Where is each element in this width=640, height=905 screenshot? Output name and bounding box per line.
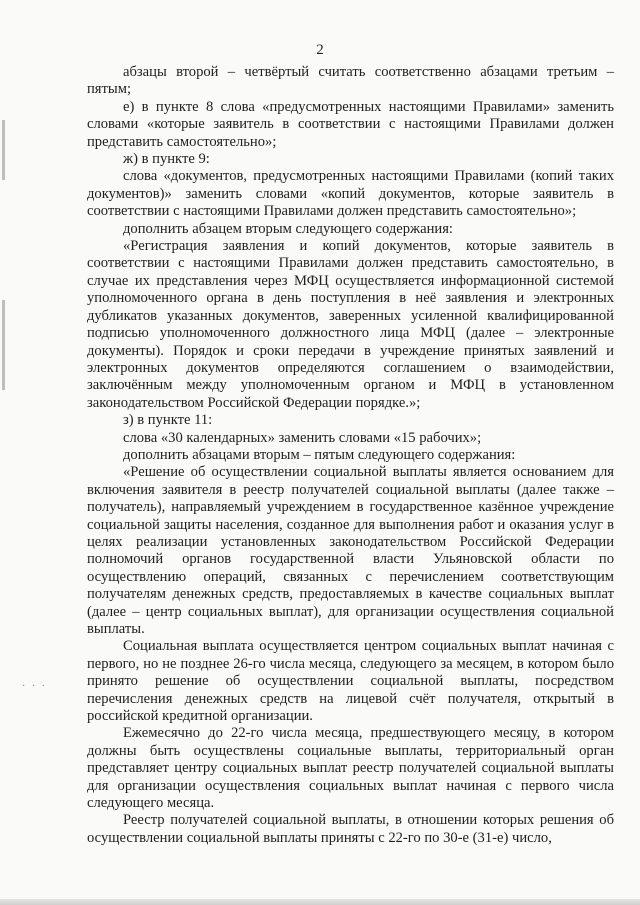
paragraph: слова «документов, предусмотренных настоящими Правилами (копий таких документов)» заменить словами «копий документов, которые заявитель в соответствии с настоящими Правилами должен представить самостоятельно»; — [87, 168, 614, 220]
paragraph: ж) в пункте 9: — [123, 151, 210, 168]
scan-margin-mark — [2, 300, 5, 390]
paragraph: Реестр получателей социальной выплаты, в отношении которых решения об осуществлении социальной выплаты приняты с 22-го по 30-е (31-е) число, — [87, 812, 614, 846]
paragraph: з) в пункте 11: — [123, 412, 213, 429]
paragraph: «Решение об осуществлении социальной выплаты является основанием для включения заявителя в реестр получателей социальной выплаты (далее также – получатель), направляемый учреждением в государственное казённое учреждение социальной защиты населения, созданное для выполнения работ и оказания услуг в целях реализации установленных законодательством Российской Федерации полномочий органов государственной власти Ульяновской области по осуществлению операций, связанных с перечислением соответствующим получателям денежных средств, предоставляемых в качестве социальных выплат (далее – центр социальных выплат), для организации осуществления социальной выплаты. — [87, 464, 614, 637]
scan-bottom-edge — [0, 899, 640, 905]
scan-margin-mark — [2, 120, 5, 180]
paragraph: слова «30 календарных» заменить словами «15 рабочих»; — [123, 429, 482, 446]
paragraph: Социальная выплата осуществляется центром социальных выплат начиная с первого, но не позднее 26-го числа месяца, следующего за месяцем, в котором было принято решение об осуществлении социальной выплаты, посредством перечисления денежных средств на лицевой счёт получателя, открытый в российской кредитной организации. — [87, 638, 614, 725]
paragraph: «Регистрация заявления и копий документов, которые заявитель в соответствии с настоящими Правилами должен представить самостоятельно, в случае их представления через МФЦ осуществляется информационной системой уполномоченного органа в день поступления в неё заявления и электронных дубликатов указанных документов, заверенных усиленной квалифицированной подписью уполномоченного должностного лица МФЦ (далее – электронные документы). Порядок и сроки передачи в учреждение принятых заявлений и электронных документов определяются соглашением о взаимодействии, заключённым между уполномоченным органом и МФЦ в установленном законодательством Российской Федерации порядке.»; — [87, 238, 614, 411]
page-number: 2 — [316, 42, 324, 58]
paragraph: е) в пункте 8 слова «предусмотренных настоящими Правилами» заменить словами «которые заявитель в соответствии с настоящими Правилами должен представить самостоятельно»; — [87, 98, 614, 150]
paragraph: дополнить абзацем вторым следующего содержания: — [123, 220, 453, 237]
paragraph: дополнить абзацами вторым – пятым следующего содержания: — [123, 446, 516, 463]
paragraph: абзацы второй – четвёртый считать соответственно абзацами третьим – пятым; — [87, 64, 614, 98]
document-body — [87, 64, 614, 847]
scan-dots: · · · — [22, 681, 47, 692]
paragraph: Ежемесячно до 22-го числа месяца, предшествующего месяцу, в котором должны быть осуществлены социальные выплаты, территориальный орган представляет центру социальных выплат реестр получателей социальной выплаты для организации осуществления социальных выплат начиная с первого числа следующего месяца. — [87, 725, 614, 812]
